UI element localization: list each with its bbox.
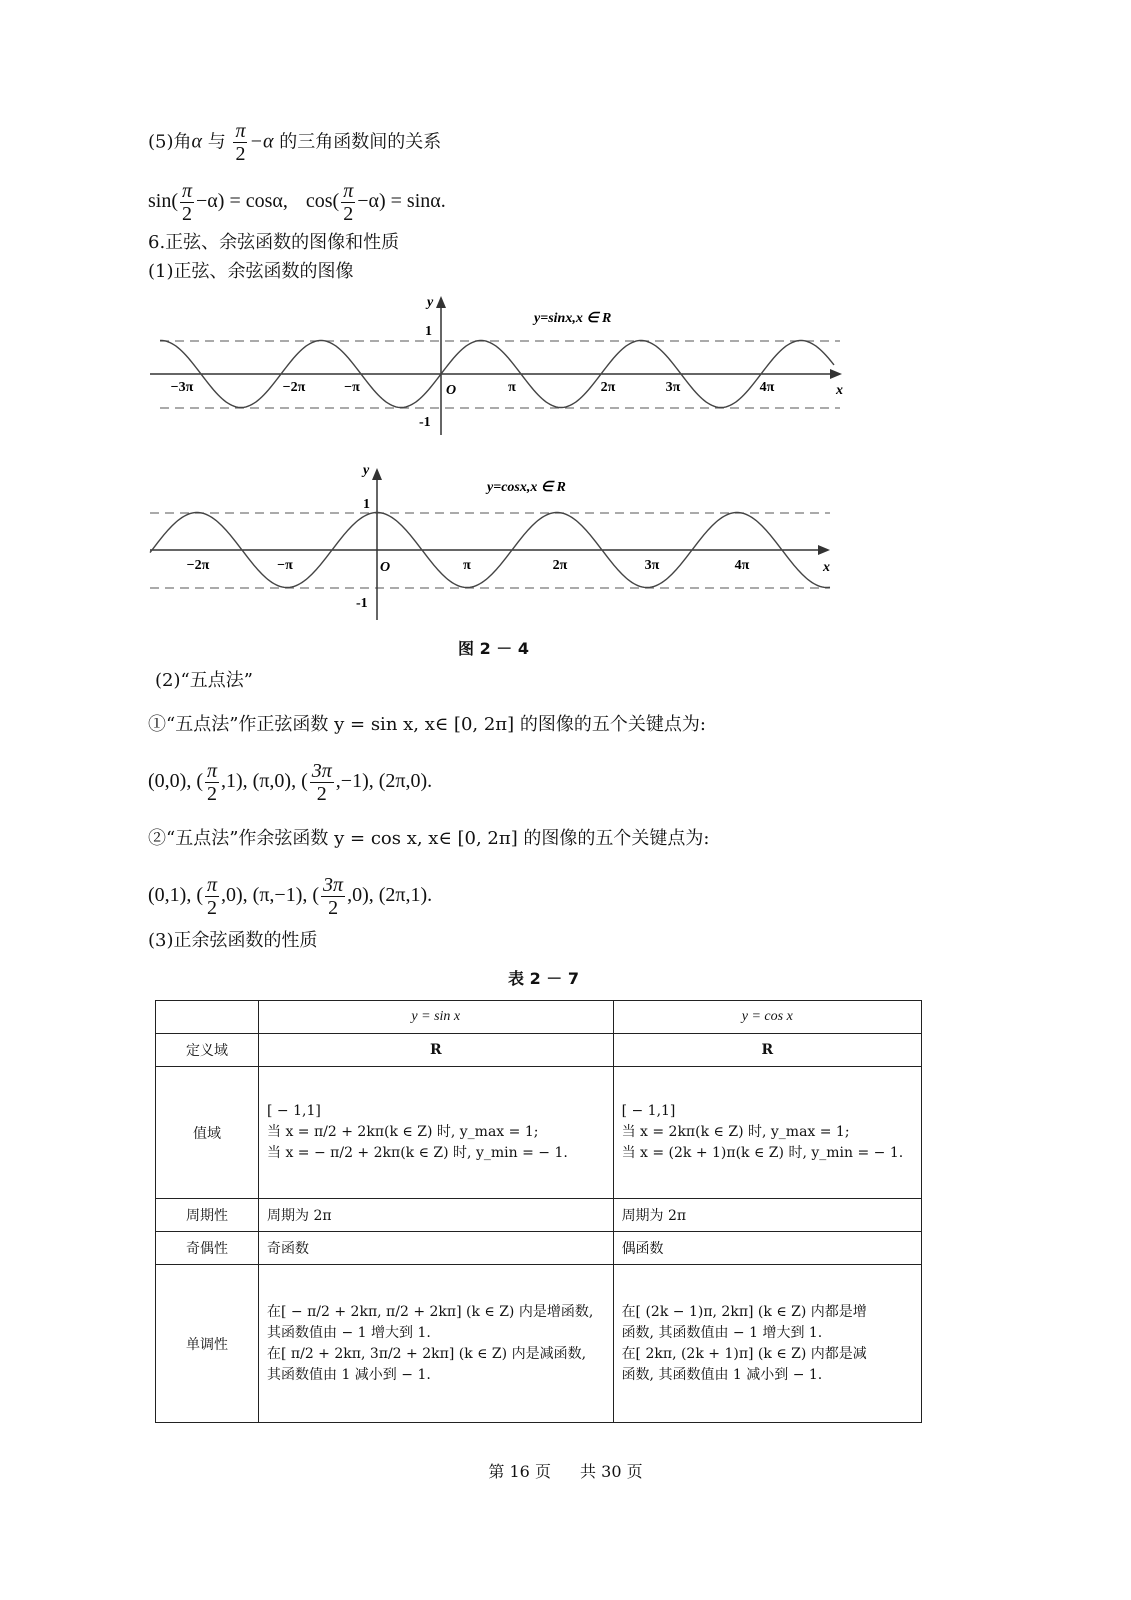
with-text: 与 xyxy=(202,131,232,153)
cell-line: 当 x = π/2 + 2kπ(k ∈ Z) 时, y_max = 1; xyxy=(267,1124,539,1140)
sine-domain-cell: R xyxy=(259,1034,614,1067)
cell-line: 在[ (2k − 1)π, 2kπ] (k ∈ Z) 内都是增 xyxy=(621,1303,867,1320)
three-pi-over-2-fraction xyxy=(321,874,345,919)
sine-range-cell xyxy=(259,1067,614,1199)
fraction-numerator: π xyxy=(182,180,193,202)
row-label-domain: 定义域 xyxy=(156,1034,259,1067)
x-axis-arrow xyxy=(830,369,842,379)
tick-label: 4π xyxy=(734,558,750,573)
table-header-row xyxy=(156,1001,922,1034)
pi-over-2-fraction xyxy=(205,874,219,919)
points-part-a: (0,1), ( xyxy=(148,884,203,907)
identity-1-prefix: sin( xyxy=(148,190,178,213)
pi-over-2-fraction xyxy=(205,760,219,805)
x-axis-arrow xyxy=(818,545,830,555)
sine-parity-cell: 奇函数 xyxy=(259,1232,614,1265)
identity-2-prefix: cos( xyxy=(305,190,340,213)
origin-label: O xyxy=(446,383,457,398)
cell-line: 其函数值由 1 减小到 − 1. xyxy=(267,1366,431,1383)
cell-line: 当 x = (2k + 1)π(k ∈ Z) 时, y_min = − 1. xyxy=(621,1145,904,1161)
subsection-2-title: (2)“五点法” xyxy=(155,670,253,691)
cosine-domain-cell: R xyxy=(613,1034,921,1067)
cell-line: [ − 1,1] xyxy=(267,1103,321,1119)
fraction-numerator: π xyxy=(343,180,354,202)
table-row xyxy=(156,1199,922,1232)
page-number: 第 16 页 xyxy=(488,1462,551,1481)
cosine-graph xyxy=(0,460,1131,625)
cell-line: 在[ π/2 + 2kπ, 3π/2 + 2kπ] (k ∈ Z) 内是减函数, xyxy=(267,1345,587,1362)
tick-label: π xyxy=(508,380,516,395)
fraction-denominator: 2 xyxy=(182,203,193,225)
points-part-a: (0,0), ( xyxy=(148,770,203,793)
cell-line: 其函数值由 − 1 增大到 1. xyxy=(267,1324,431,1341)
tick-label: −π xyxy=(344,380,360,395)
cell-line: 在[ − π/2 + 2kπ, π/2 + 2kπ] (k ∈ Z) 内是增函数, xyxy=(267,1303,594,1320)
points-part-b: ,1), (π,0), ( xyxy=(221,770,308,793)
alpha-symbol: α xyxy=(191,130,202,153)
x-axis-label: x xyxy=(836,383,843,398)
identity-1-suffix: −α) = cosα, xyxy=(196,190,288,213)
y-min-label: -1 xyxy=(419,415,431,430)
properties-table xyxy=(155,1000,922,1423)
y-axis-label: y xyxy=(363,463,370,478)
tick-label: 4π xyxy=(759,380,775,395)
page-footer xyxy=(0,1459,1131,1482)
cosine-period-cell: 周期为 2π xyxy=(613,1199,921,1232)
fraction-denominator: 2 xyxy=(316,783,327,805)
table-row xyxy=(156,1232,922,1265)
y-max-label: 1 xyxy=(425,324,432,339)
fraction-denominator: 2 xyxy=(328,897,339,919)
table-caption: 表 2 － 7 xyxy=(508,969,579,988)
five-point-sine-points xyxy=(148,760,432,805)
tick-label: −3π xyxy=(170,380,194,395)
tick-label: 2π xyxy=(552,558,568,573)
empty-corner-cell xyxy=(156,1001,259,1034)
row-label-parity: 奇偶性 xyxy=(156,1232,259,1265)
five-point-cosine-text: ②“五点法”作余弦函数 y = cos x, x∈ [0, 2π] 的图像的五个关键点为: xyxy=(148,828,710,849)
cell-line: 当 x = − π/2 + 2kπ(k ∈ Z) 时, y_min = − 1. xyxy=(267,1145,568,1161)
fraction-numerator: 3π xyxy=(311,760,332,782)
fraction-numerator: π xyxy=(235,120,246,142)
fraction-numerator: π xyxy=(206,874,218,896)
table-row xyxy=(156,1265,922,1423)
tick-label: 3π xyxy=(665,380,681,395)
cosine-range-cell xyxy=(613,1067,921,1199)
points-part-c: ,−1), (2π,0). xyxy=(335,770,433,793)
five-point-cosine-points xyxy=(148,874,432,919)
section-5-heading xyxy=(148,120,441,165)
fraction-denominator: 2 xyxy=(343,203,354,225)
tick-label: 2π xyxy=(600,380,616,395)
y-max-label: 1 xyxy=(363,497,370,512)
row-label-monotonicity: 单调性 xyxy=(156,1265,259,1423)
page-total: 共 30 页 xyxy=(580,1462,643,1481)
cell-line: 函数, 其函数值由 − 1 增大到 1. xyxy=(621,1324,823,1341)
three-pi-over-2-fraction xyxy=(310,760,334,805)
origin-label: O xyxy=(380,560,391,575)
heading-suffix: 的三角函数间的关系 xyxy=(273,131,442,153)
fraction-denominator: 2 xyxy=(235,143,246,165)
figure-caption: 图 2 － 4 xyxy=(458,639,529,658)
tick-label: 3π xyxy=(644,558,660,573)
y-axis-arrow xyxy=(372,468,382,480)
points-part-b: ,0), (π,−1), ( xyxy=(221,884,320,907)
cosine-column-header: y = cos x xyxy=(613,1001,921,1034)
sine-column-header: y = sin x xyxy=(259,1001,614,1034)
tick-label: −2π xyxy=(186,558,210,573)
points-part-c: ,0), (2π,1). xyxy=(347,884,433,907)
y-axis-label: y xyxy=(427,295,434,310)
heading-prefix: (5)角 xyxy=(148,131,192,153)
cosine-parity-cell: 偶函数 xyxy=(613,1232,921,1265)
subsection-1-title: (1)正弦、余弦函数的图像 xyxy=(148,261,354,282)
cell-line: 当 x = 2kπ(k ∈ Z) 时, y_max = 1; xyxy=(621,1124,850,1140)
tick-label: π xyxy=(463,558,471,573)
tick-label: −2π xyxy=(282,380,306,395)
identity-1-fraction xyxy=(180,180,194,225)
x-axis-label: x xyxy=(823,560,830,575)
fraction-numerator: π xyxy=(206,760,218,782)
tick-label: −π xyxy=(277,558,293,573)
cosine-monotonicity-cell xyxy=(613,1265,921,1423)
cell-line: 在[ 2kπ, (2k + 1)π] (k ∈ Z) 内都是减 xyxy=(621,1345,867,1362)
y-min-label: -1 xyxy=(356,596,368,611)
cell-line: [ − 1,1] xyxy=(621,1103,676,1119)
sine-monotonicity-cell xyxy=(259,1265,614,1423)
sine-graph xyxy=(0,290,1131,440)
sine-period-cell: 周期为 2π xyxy=(259,1199,614,1232)
sine-function-label: y=sinx,x ∈ R xyxy=(534,311,612,326)
section-6-title: 6.正弦、余弦函数的图像和性质 xyxy=(148,232,400,253)
fraction-numerator: 3π xyxy=(323,874,344,896)
pi-over-2-fraction xyxy=(233,120,247,165)
table-row xyxy=(156,1034,922,1067)
table-row xyxy=(156,1067,922,1199)
row-label-range: 值域 xyxy=(156,1067,259,1199)
identity-2-fraction xyxy=(341,180,355,225)
fraction-denominator: 2 xyxy=(207,783,217,805)
five-point-sine-text: ①“五点法”作正弦函数 y = sin x, x∈ [0, 2π] 的图像的五个关键点为: xyxy=(148,714,706,735)
co-function-identities xyxy=(148,180,446,225)
cell-line: 函数, 其函数值由 1 减小到 − 1. xyxy=(621,1366,823,1383)
fraction-denominator: 2 xyxy=(207,897,217,919)
row-label-period: 周期性 xyxy=(156,1199,259,1232)
minus-alpha: −α xyxy=(249,130,274,153)
y-axis-arrow xyxy=(436,296,446,308)
subsection-3-title: (3)正余弦函数的性质 xyxy=(148,930,318,951)
identity-2-suffix: −α) = sinα. xyxy=(357,190,446,213)
cosine-function-label: y=cosx,x ∈ R xyxy=(487,480,566,495)
